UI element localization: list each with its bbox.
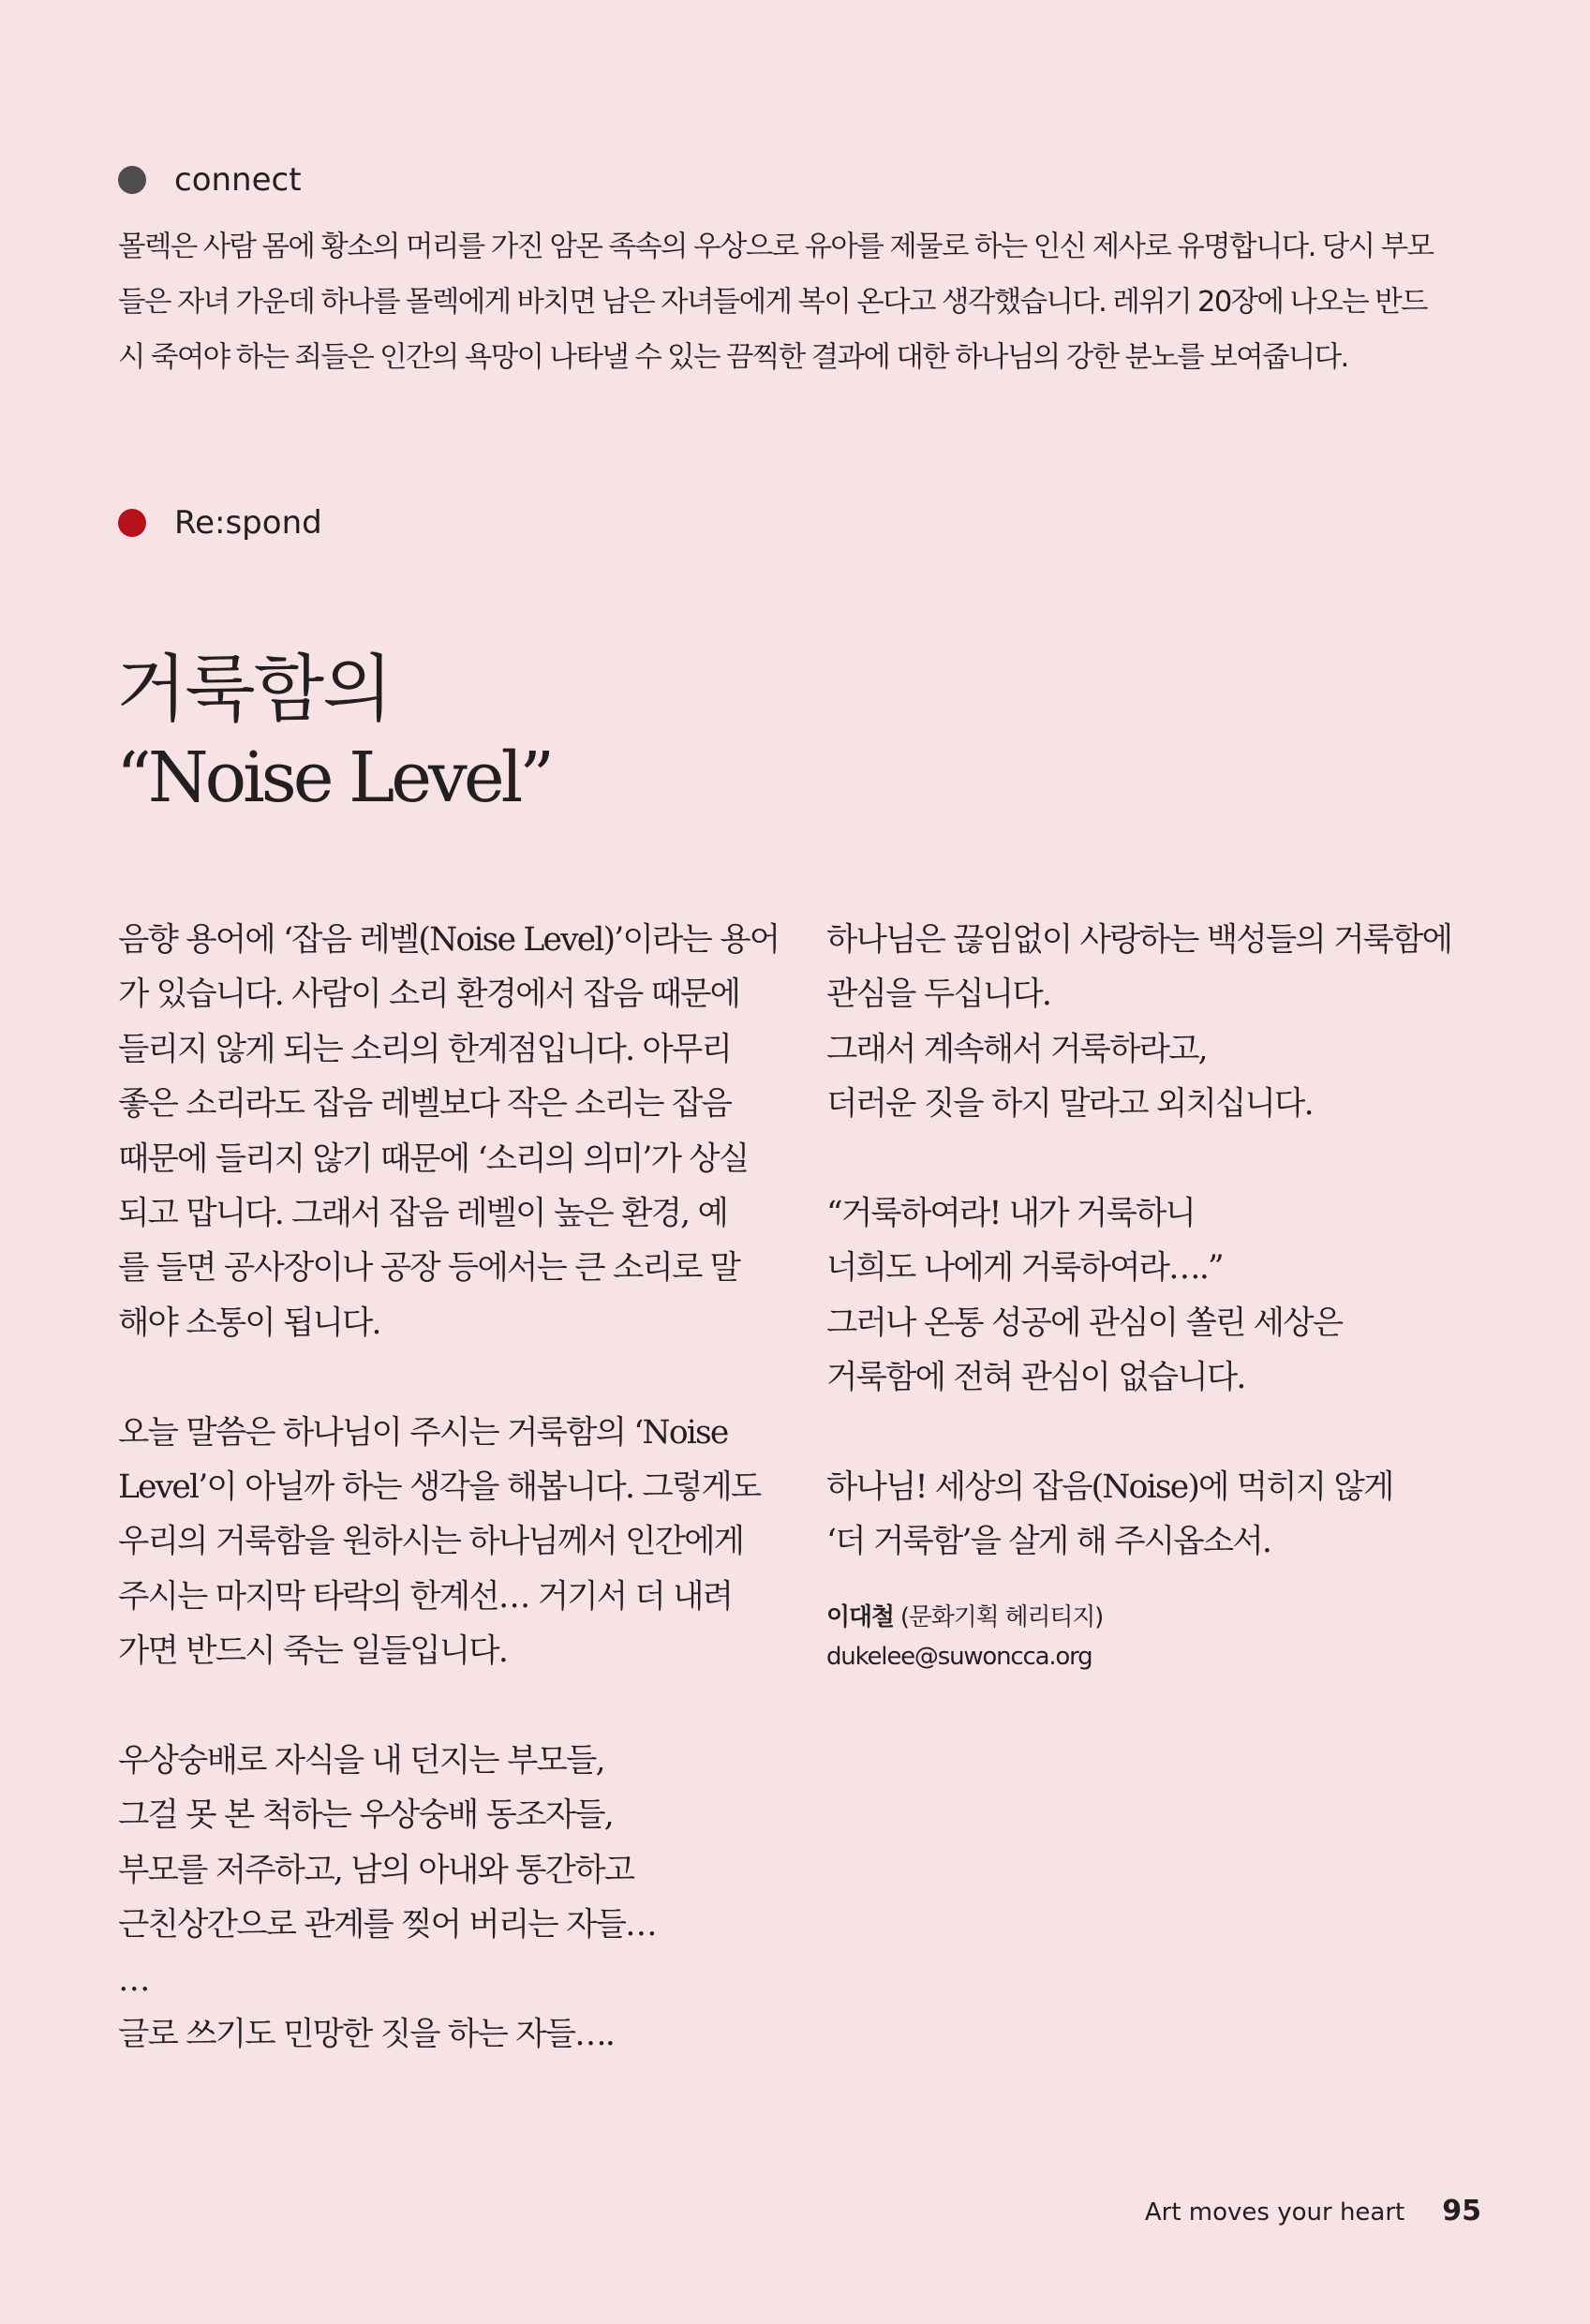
body-line: 가면 반드시 죽는 일들입니다. — [118, 1632, 507, 1671]
body-line: 그걸 못 본 척하는 우상숭배 동조자들, — [118, 1796, 613, 1835]
left-column — [118, 913, 780, 2063]
author-email[interactable]: dukelee@suwoncca.org — [826, 1642, 1092, 1671]
body-line: 근친상간으로 관계를 찢어 버리는 자들… — [118, 1906, 656, 1944]
body-line: 관심을 두십니다. — [826, 976, 1051, 1014]
body-line: 가 있습니다. 사람이 소리 환경에서 잡음 때문에 — [118, 976, 740, 1014]
article-title — [116, 647, 551, 823]
body-line: 너희도 나에게 거룩하여라….” — [826, 1249, 1223, 1288]
author-name: 이대철 — [826, 1602, 894, 1631]
title-line-2: “Noise Level” — [116, 737, 552, 818]
body-line: 부모를 저주하고, 남의 아내와 통간하고 — [118, 1851, 634, 1889]
author-affiliation: (문화기획 헤리티지) — [899, 1602, 1104, 1631]
body-line: 더러운 짓을 하지 말라고 외치십니다. — [826, 1085, 1313, 1124]
connect-paragraph — [118, 219, 1481, 385]
title-line-1: 거룩함의 — [116, 648, 392, 732]
body-line: 오늘 말씀은 하나님이 주시는 거룩함의 ‘Noise — [118, 1413, 728, 1452]
body-line: 그러나 온통 성공에 관심이 쏠린 세상은 — [826, 1304, 1343, 1342]
body-line: 좋은 소리라도 잡음 레벨보다 작은 소리는 잡음 — [118, 1085, 732, 1124]
body-line: 때문에 들리지 않기 때문에 ‘소리의 의미’가 상실 — [118, 1140, 749, 1178]
body-line: ‘더 거룩함’을 살게 해 주시옵소서. — [826, 1523, 1271, 1561]
paragraph-gap — [118, 1350, 774, 1405]
right-column — [826, 913, 1482, 1676]
body-line: 음향 용어에 ‘잡음 레벨(Noise Level)’이라는 용어 — [118, 921, 780, 959]
body-line: 해야 소통이 됩니다. — [118, 1304, 380, 1342]
connect-line: 몰렉은 사람 몸에 황소의 머리를 가진 암몬 족속의 우상으로 유아를 제물로 하는 인신 제사로 유명합니다. 당시 부모 — [118, 231, 1434, 263]
connect-line: 들은 자녀 가운데 하나를 몰렉에게 바치면 남은 자녀들에게 복이 온다고 생각했습니다. 레위기 20장에 나오는 반드 — [118, 286, 1427, 319]
connect-section-header — [118, 161, 302, 199]
body-line: 를 들면 공사장이나 공장 등에서는 큰 소리로 말 — [118, 1249, 740, 1288]
body-line: Level’이 아닐까 하는 생각을 해봅니다. 그렇게도 — [118, 1468, 761, 1507]
respond-bullet-dot — [118, 509, 146, 537]
body-line: 우리의 거룩함을 원하시는 하나님께서 인간에게 — [118, 1523, 744, 1561]
body-line: 하나님은 끊임없이 사랑하는 백성들의 거룩함에 — [826, 921, 1452, 959]
connect-label: connect — [174, 161, 302, 199]
respond-label: Re:spond — [174, 504, 322, 542]
body-line: 되고 맙니다. 그래서 잡음 레벨이 높은 환경, 예 — [118, 1195, 727, 1233]
body-line: … — [118, 1960, 149, 1999]
page-footer — [1145, 2195, 1481, 2227]
connect-bullet-dot — [118, 166, 146, 194]
body-line: 하나님! 세상의 잡음(Noise)에 먹히지 않게 — [826, 1468, 1393, 1507]
respond-section-header — [118, 504, 322, 542]
paragraph-gap — [826, 1406, 1482, 1460]
page-number: 95 — [1442, 2195, 1481, 2227]
author-block — [826, 1598, 1482, 1676]
connect-line: 시 죽여야 하는 죄들은 인간의 욕망이 나타낼 수 있는 끔찍한 결과에 대한 하나님의 강한 분노를 보여줍니다. — [118, 341, 1348, 374]
body-line: 그래서 계속해서 거룩하라고, — [826, 1030, 1207, 1068]
body-line: 글로 쓰기도 민망한 짓을 하는 자들…. — [118, 2016, 615, 2054]
footer-tagline: Art moves your heart — [1144, 2198, 1405, 2227]
body-line: 들리지 않게 되는 소리의 한계점입니다. 아무리 — [118, 1030, 732, 1068]
body-line: 거룩함에 전혀 관심이 없습니다. — [826, 1359, 1245, 1397]
paragraph-gap — [118, 1679, 774, 1734]
body-line: “거룩하여라! 내가 거룩하니 — [826, 1195, 1196, 1233]
paragraph-gap — [826, 1132, 1482, 1186]
body-line: 우상숭배로 자식을 내 던지는 부모들, — [118, 1742, 604, 1780]
body-line: 주시는 마지막 타락의 한계선… 거기서 더 내려 — [118, 1577, 733, 1616]
